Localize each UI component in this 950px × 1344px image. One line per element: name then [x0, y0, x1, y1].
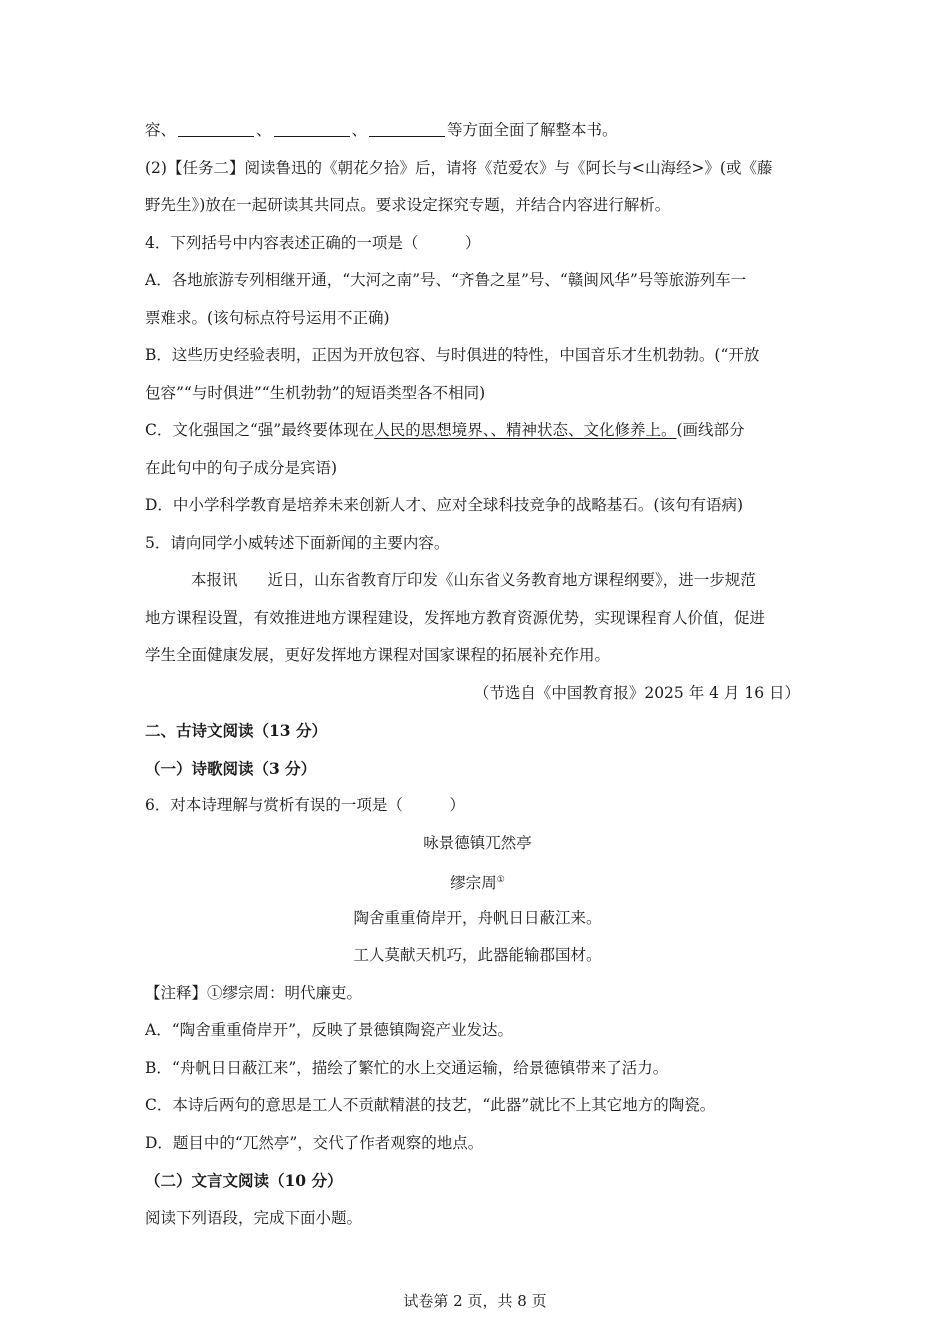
answer-blank-1[interactable]: [178, 120, 254, 137]
underlined-phrase: 人民的思想境界、、精神状态、文化修养上。: [374, 421, 677, 439]
news-source: （节选自《中国教育报》2025 年 4 月 16 日）: [473, 683, 800, 702]
exam-page-content: [145, 112, 810, 1237]
poem-line-2: 工人莫献天机巧，此器能输郡国材。: [353, 946, 602, 964]
poem-line-1: 陶舍重重倚岸开，舟帆日日蔽江来。: [353, 908, 602, 927]
task1-tail-line: 容、 、 、 等方面全面了解整本书。: [145, 121, 618, 139]
question-6-option-c: C．本诗后两句的意思是工人不贡献精湛的技艺，“此器”就比不上其它地方的陶瓷。: [145, 1096, 716, 1114]
answer-blank-3[interactable]: [369, 120, 445, 137]
question-4-option-d: D．中小学科学教育是培养未来创新人才、应对全球科技竞争的战略基石。(该句有语病): [145, 496, 744, 514]
question-4-stem: 4．下列括号中内容表述正确的一项是（ ）: [145, 233, 481, 252]
question-6-option-b: B．“舟帆日日蔽江来”，描绘了繁忙的水上交通运输，给景德镇带来了活力。: [145, 1058, 669, 1077]
subsection-poetry-title: （一）诗歌阅读（3 分）: [145, 758, 317, 778]
poem-title: 咏景德镇兀然亭: [423, 833, 532, 852]
classical-instruction: 阅读下列语段，完成下面小题。: [145, 1208, 363, 1227]
question-4-option-b-line-2: 包容”“与时俱进”“生机勃勃”的短语类型各不相同): [145, 383, 486, 402]
poem-author: 缪宗周①: [450, 874, 505, 892]
task2-line-1: (2)【任务二】阅读鲁迅的《朝花夕拾》后，请将《范爱农》与《阿长与<山海经>》(或《藤: [145, 158, 773, 177]
question-6-stem: 6．对本诗理解与赏析有误的一项是（ ）: [145, 796, 465, 814]
page-footer: 试卷第 2 页，共 8 页: [403, 1292, 547, 1310]
poem-note: 【注释】①缪宗周：明代廉吏。: [145, 983, 363, 1002]
answer-blank-2[interactable]: [274, 120, 350, 137]
footnote-mark: ①: [496, 875, 505, 885]
question-6-option-d: D．题目中的“兀然亭”，交代了作者观察的地点。: [145, 1133, 484, 1152]
news-paragraph-line-3: 学生全面健康发展，更好发挥地方课程对国家课程的拓展补充作用。: [145, 646, 611, 664]
news-paragraph-line-1: 本报讯 近日，山东省教育厅印发《山东省义务教育地方课程纲要》，进一步规范: [191, 571, 756, 589]
section-2-title: 二、古诗文阅读（13 分）: [145, 721, 327, 740]
question-4-option-a-line-1: A．各地旅游专列相继开通，“大河之南”号、“齐鲁之星”号、“赣闽风华”号等旅游列车一: [145, 271, 747, 289]
question-5-stem: 5．请向同学小威转述下面新闻的主要内容。: [145, 533, 450, 552]
task2-line-2: 野先生》)放在一起研读其共同点。要求设定探究专题，并结合内容进行解析。: [145, 196, 671, 214]
subsection-classical-title: （二）文言文阅读（10 分）: [145, 1171, 343, 1190]
question-4-option-c-line-1: C．文化强国之“强”最终要体现在人民的思想境界、、精神状态、文化修养上。(画线部分: [145, 421, 745, 439]
question-4-option-c-line-2: 在此句中的句子成分是宾语): [145, 458, 338, 477]
news-paragraph-line-2: 地方课程设置，有效推进地方课程建设，发挥地方教育资源优势，实现课程育人价值，促进: [145, 608, 766, 627]
question-4-option-a-line-2: 票难求。(该句标点符号运用不正确): [145, 308, 390, 327]
question-4-option-b-line-1: B．这些历史经验表明，正因为开放包容、与时俱进的特性，中国音乐才生机勃勃。(“开放: [145, 346, 760, 364]
question-6-option-a: A．“陶舍重重倚岸开”，反映了景德镇陶瓷产业发达。: [145, 1021, 514, 1039]
